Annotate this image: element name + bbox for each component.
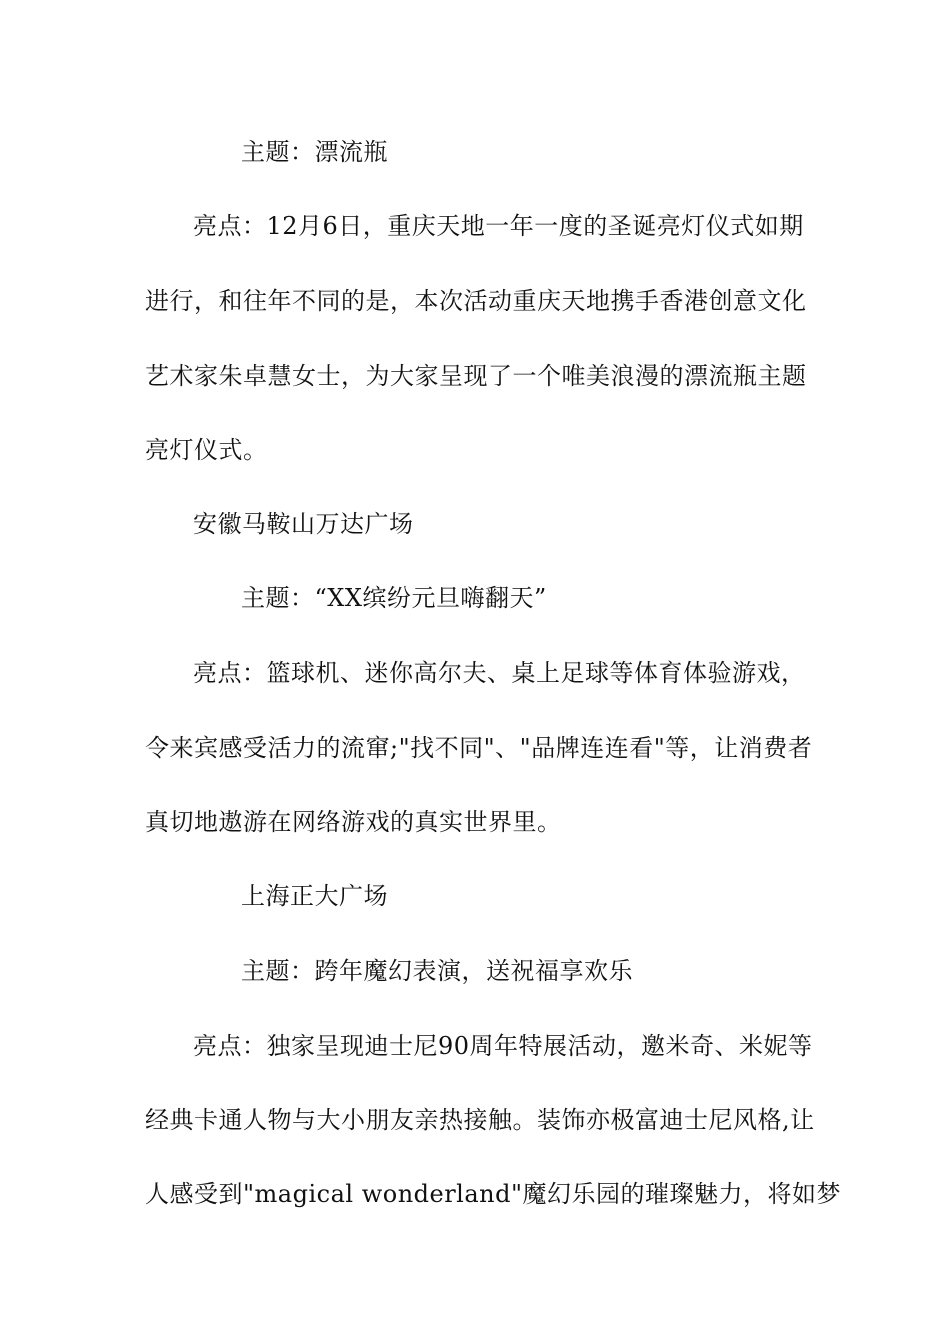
body-line: 经典卡通人物与大小朋友亲热接触。装饰亦极富迪士尼风格,让: [145, 1106, 815, 1134]
body-line: 艺术家朱卓慧女士，为大家呈现了一个唯美浪漫的漂流瓶主题: [145, 362, 807, 390]
body-line: 令来宾感受活力的流窜;"找不同"、"品牌连连看"等，让消费者: [145, 734, 813, 762]
body-line: 真切地遨游在网络游戏的真实世界里。: [145, 808, 562, 836]
venue-heading: 上海正大广场: [241, 882, 388, 910]
theme-line: 主题：漂流瓶: [241, 138, 388, 166]
theme-line: 主题：跨年魔幻表演，送祝福享欢乐: [241, 957, 633, 985]
body-line: 进行，和往年不同的是，本次活动重庆天地携手香港创意文化: [145, 287, 807, 315]
highlight-line: 亮点：独家呈现迪士尼90周年特展活动，邀米奇、米妮等: [193, 1032, 813, 1060]
body-line: 亮灯仪式。: [145, 436, 268, 464]
theme-line: 主题：“XX缤纷元旦嗨翻天”: [241, 584, 547, 612]
highlight-line: 亮点：篮球机、迷你高尔夫、桌上足球等体育体验游戏，: [193, 659, 806, 687]
highlight-line: 亮点：12月6日，重庆天地一年一度的圣诞亮灯仪式如期: [193, 212, 804, 240]
venue-heading: 安徽马鞍山万达广场: [193, 510, 414, 538]
body-line: 人感受到"magical wonderland"魔幻乐园的璀璨魅力，将如梦: [145, 1180, 842, 1208]
